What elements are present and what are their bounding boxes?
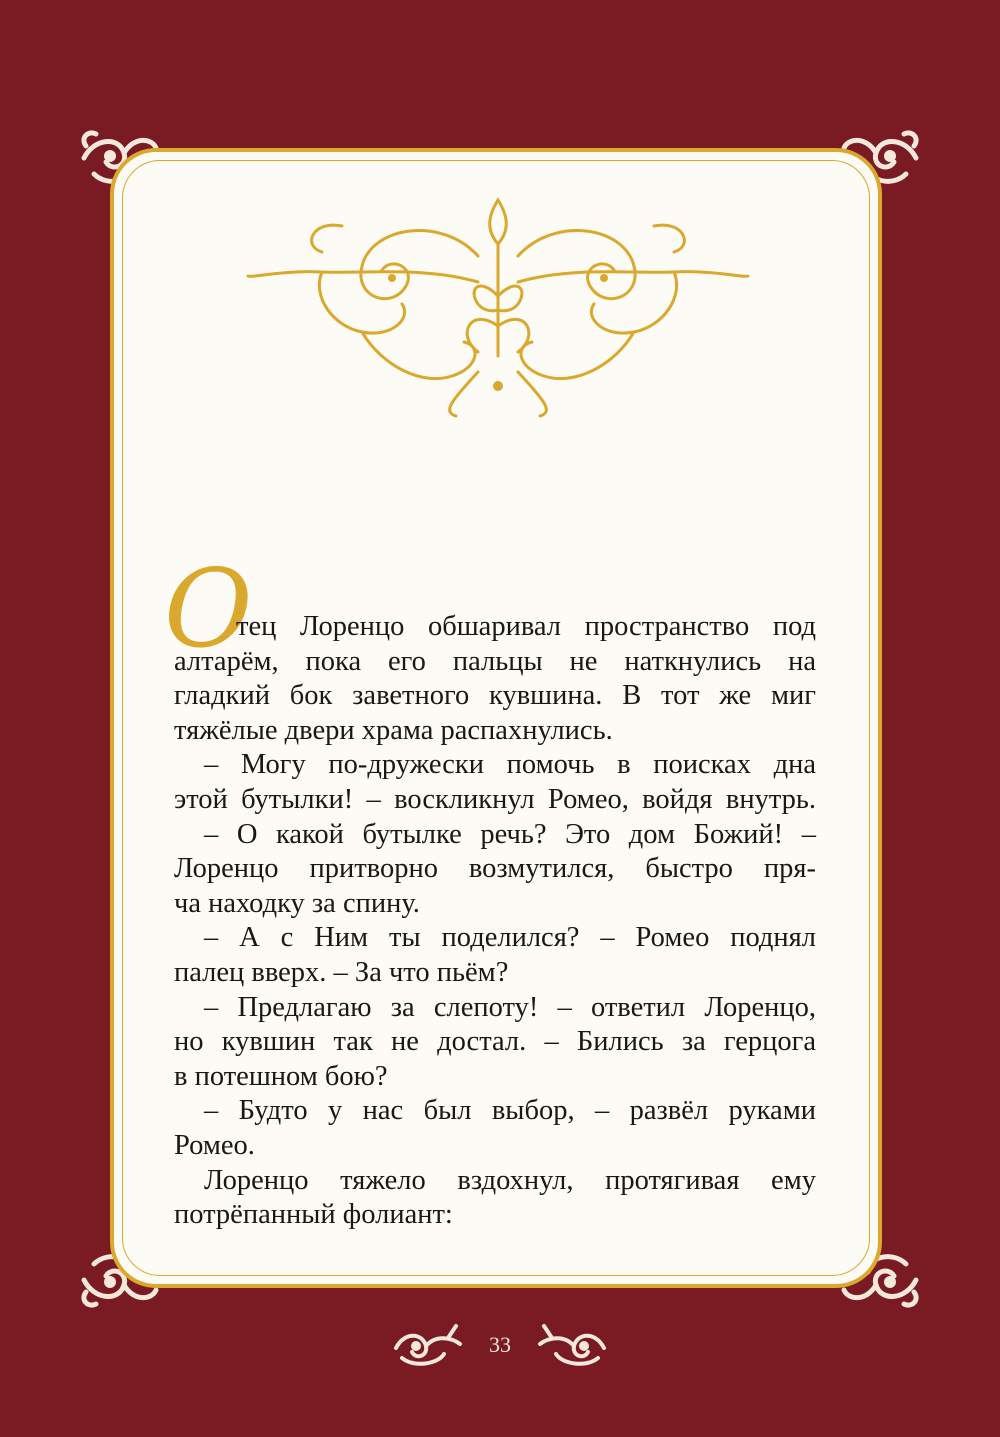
text-line: гладкий бок заветного кувшина. В тот же миг bbox=[174, 680, 816, 712]
page-footer bbox=[0, 1318, 1000, 1370]
text-line: Лоренцо притворно возмутился, быстро пря- bbox=[174, 853, 816, 885]
text-line: – А с Ним ты поделился? – Ромео поднял bbox=[204, 922, 816, 954]
text-line: Ромео. bbox=[174, 1129, 255, 1161]
text-line: – Будто у нас был выбор, – развёл руками bbox=[204, 1095, 816, 1127]
text-line: – О какой бутылке речь? Это дом Божий! – bbox=[204, 818, 816, 850]
text-line: ча находку за спину. bbox=[174, 887, 420, 919]
text-line: но кувшин так не достал. – Бились за герцога bbox=[174, 1026, 816, 1058]
text-line: палец вверх. – За что пьём? bbox=[174, 956, 509, 988]
baroque-ornament-icon bbox=[242, 186, 754, 422]
drop-cap: О bbox=[164, 547, 253, 672]
text-line: алтарём, пока его пальцы не наткнулись на bbox=[174, 645, 816, 677]
text-line: – Предлагаю за слепоту! – ответил Лоренцо, bbox=[204, 991, 816, 1023]
page-number: 33 bbox=[489, 1332, 511, 1357]
body-text bbox=[174, 610, 816, 1233]
text-line: в потешном бою? bbox=[174, 1060, 388, 1092]
text-line: тец Лоренцо обшаривал пространство под bbox=[236, 611, 816, 642]
footer-flourish-icon bbox=[388, 1318, 468, 1370]
footer-flourish-icon bbox=[532, 1318, 612, 1370]
text-line: – Могу по-дружески помочь в поисках дна bbox=[204, 749, 816, 781]
text-line: этой бутылки! – воскликнул Ромео, войдя внутрь. bbox=[174, 783, 816, 815]
text-line: потрёпанный фолиант: bbox=[174, 1199, 453, 1231]
text-line: Лоренцо тяжело вздохнул, протягивая ему bbox=[204, 1164, 816, 1196]
text-line: тяжёлые двери храма распахнулись. bbox=[174, 714, 613, 746]
